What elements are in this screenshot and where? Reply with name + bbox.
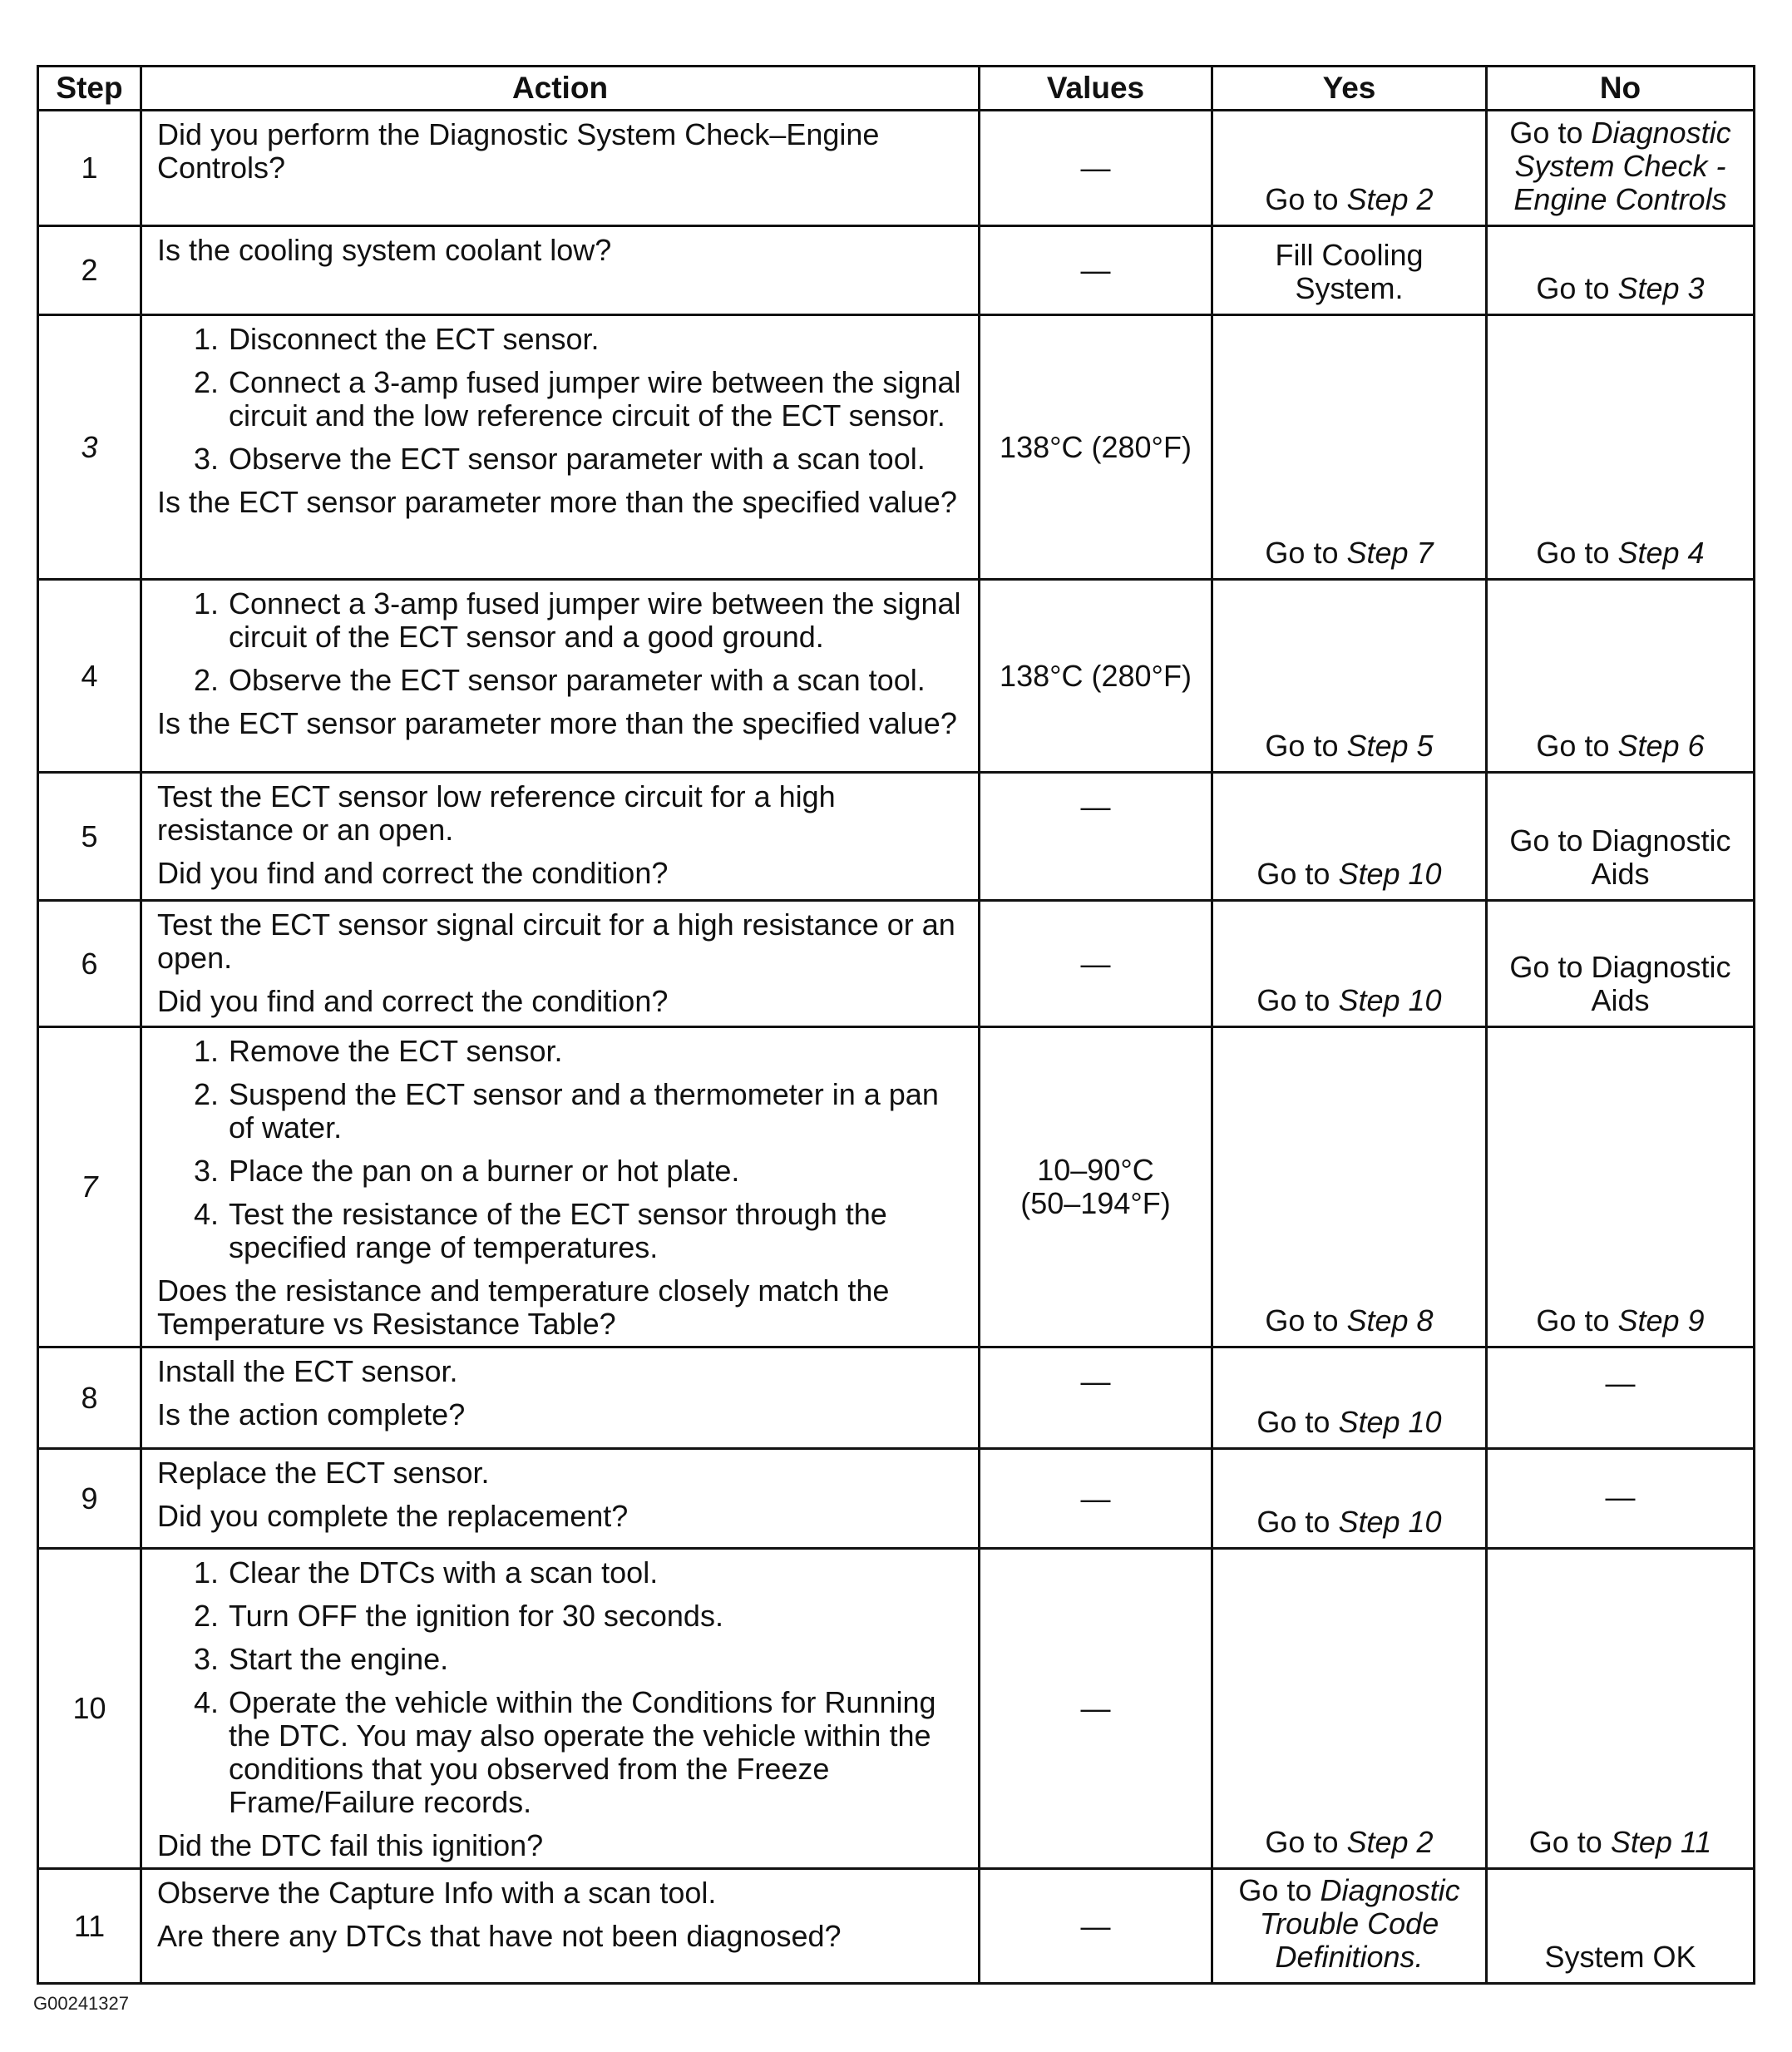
action-cell bbox=[141, 111, 980, 226]
table-row bbox=[38, 226, 1755, 315]
no-prefix: Go to Diagnostic Aids bbox=[1509, 950, 1731, 1017]
action-cell bbox=[141, 580, 980, 773]
diagnostic-table-container bbox=[37, 65, 1753, 1985]
no-prefix: System OK bbox=[1544, 1940, 1696, 1974]
yes-step-link: Step 5 bbox=[1346, 729, 1434, 763]
no-step-link: Diagnostic System Check - Engine Controls bbox=[1513, 116, 1731, 216]
yes-prefix: Fill Cooling System. bbox=[1275, 238, 1424, 305]
yes-step-link: Step 10 bbox=[1338, 857, 1442, 891]
value-cell: — bbox=[980, 226, 1212, 315]
header-yes: Yes bbox=[1212, 67, 1487, 111]
list-item: 3. Start the engine. bbox=[227, 1643, 963, 1676]
value-cell: 138°C (280°F) bbox=[980, 315, 1212, 580]
action-text: Replace the ECT sensor. bbox=[157, 1456, 490, 1490]
no-prefix: Go to bbox=[1536, 271, 1618, 305]
yes-cell bbox=[1212, 111, 1487, 226]
table-row bbox=[38, 1347, 1755, 1449]
no-prefix: Go to bbox=[1536, 729, 1618, 763]
table-row bbox=[38, 1027, 1755, 1347]
step-number: 9 bbox=[38, 1449, 141, 1549]
value-cell: — bbox=[980, 111, 1212, 226]
step-number: 6 bbox=[38, 901, 141, 1027]
no-cell bbox=[1487, 1027, 1755, 1347]
value-cell: 10–90°C (50–194°F) bbox=[980, 1027, 1212, 1347]
list-item: 2. Observe the ECT sensor parameter with a scan tool. bbox=[227, 664, 963, 697]
no-cell bbox=[1487, 1549, 1755, 1869]
no-step-link: Step 3 bbox=[1617, 271, 1705, 305]
yes-prefix: Go to bbox=[1256, 1405, 1339, 1439]
step-number: 11 bbox=[38, 1869, 141, 1984]
no-step-link: Step 11 bbox=[1610, 1825, 1712, 1859]
action-question: Are there any DTCs that have not been diagnosed? bbox=[157, 1919, 842, 1953]
action-question: Did you complete the replacement? bbox=[157, 1499, 629, 1533]
yes-cell bbox=[1212, 1027, 1487, 1347]
diagnostic-table bbox=[37, 65, 1755, 1985]
action-text: Is the cooling system coolant low? bbox=[157, 233, 612, 267]
table-row bbox=[38, 773, 1755, 901]
no-prefix: Go to bbox=[1536, 536, 1618, 570]
yes-step-link: Step 10 bbox=[1338, 1505, 1442, 1539]
procedure-list bbox=[157, 323, 963, 476]
yes-cell bbox=[1212, 1549, 1487, 1869]
action-question: Did you find and correct the condition? bbox=[157, 856, 669, 890]
action-text: Did you perform the Diagnostic System Check–Engine Controls? bbox=[157, 117, 880, 185]
header-values: Values bbox=[980, 67, 1212, 111]
yes-cell bbox=[1212, 1869, 1487, 1984]
yes-cell bbox=[1212, 1347, 1487, 1449]
no-cell bbox=[1487, 773, 1755, 901]
yes-prefix: Go to bbox=[1256, 1505, 1339, 1539]
yes-prefix: Go to bbox=[1238, 1872, 1321, 1907]
no-cell bbox=[1487, 226, 1755, 315]
list-item: 1. Connect a 3-amp fused jumper wire between the signal circuit of the ECT sensor and a good ground. bbox=[227, 587, 963, 654]
header-step: Step bbox=[38, 67, 141, 111]
header-action: Action bbox=[141, 67, 980, 111]
action-cell bbox=[141, 315, 980, 580]
yes-prefix: Go to bbox=[1256, 857, 1339, 891]
list-item: 3. Place the pan on a burner or hot plate. bbox=[227, 1155, 963, 1188]
action-text: Test the ECT sensor low reference circuit for a high resistance or an open. bbox=[157, 779, 836, 847]
action-question: Is the ECT sensor parameter more than the specified value? bbox=[157, 485, 957, 519]
action-cell bbox=[141, 901, 980, 1027]
yes-cell bbox=[1212, 1449, 1487, 1549]
action-cell bbox=[141, 1347, 980, 1449]
no-prefix: — bbox=[1605, 1479, 1636, 1514]
action-question: Did the DTC fail this ignition? bbox=[157, 1828, 544, 1862]
yes-prefix: Go to bbox=[1265, 1825, 1347, 1859]
no-prefix: Go to Diagnostic Aids bbox=[1509, 823, 1731, 891]
step-number: 8 bbox=[38, 1347, 141, 1449]
table-row bbox=[38, 315, 1755, 580]
no-step-link: Step 4 bbox=[1617, 536, 1705, 570]
list-item: 4. Operate the vehicle within the Conditions for Running the DTC. You may also operate the vehicle within the conditions that you observed from the Freeze Frame/Failure records. bbox=[227, 1686, 963, 1819]
action-question: Does the resistance and temperature closely match the Temperature vs Resistance Table? bbox=[157, 1273, 890, 1341]
no-cell bbox=[1487, 315, 1755, 580]
no-cell bbox=[1487, 1449, 1755, 1549]
yes-step-link: Diagnostic Trouble Code Definitions. bbox=[1259, 1872, 1460, 1974]
list-item: 1. Disconnect the ECT sensor. bbox=[227, 323, 963, 356]
yes-prefix: Go to bbox=[1265, 536, 1347, 570]
action-cell bbox=[141, 773, 980, 901]
step-number: 7 bbox=[38, 1027, 141, 1347]
value-cell: — bbox=[980, 1869, 1212, 1984]
no-prefix: Go to bbox=[1528, 1825, 1611, 1859]
no-cell bbox=[1487, 1869, 1755, 1984]
yes-step-link: Step 10 bbox=[1338, 1405, 1442, 1439]
no-prefix: Go to bbox=[1536, 1303, 1618, 1338]
step-number: 1 bbox=[38, 111, 141, 226]
yes-prefix: Go to bbox=[1256, 983, 1339, 1017]
no-cell bbox=[1487, 580, 1755, 773]
yes-step-link: Step 8 bbox=[1346, 1303, 1434, 1338]
value-cell: — bbox=[980, 1549, 1212, 1869]
step-number: 2 bbox=[38, 226, 141, 315]
list-item: 2. Turn OFF the ignition for 30 seconds. bbox=[227, 1600, 963, 1633]
value-cell: — bbox=[980, 901, 1212, 1027]
action-question: Is the ECT sensor parameter more than the specified value? bbox=[157, 706, 957, 740]
action-cell bbox=[141, 226, 980, 315]
procedure-list bbox=[157, 587, 963, 697]
yes-cell bbox=[1212, 901, 1487, 1027]
header-no: No bbox=[1487, 67, 1755, 111]
list-item: 1. Clear the DTCs with a scan tool. bbox=[227, 1556, 963, 1590]
yes-step-link: Step 7 bbox=[1346, 536, 1434, 570]
table-row bbox=[38, 1549, 1755, 1869]
step-number: 5 bbox=[38, 773, 141, 901]
yes-step-link: Step 2 bbox=[1346, 1825, 1434, 1859]
yes-cell bbox=[1212, 315, 1487, 580]
action-cell bbox=[141, 1027, 980, 1347]
step-number: 10 bbox=[38, 1549, 141, 1869]
yes-cell bbox=[1212, 773, 1487, 901]
action-text: Observe the Capture Info with a scan tool. bbox=[157, 1876, 717, 1910]
no-cell bbox=[1487, 1347, 1755, 1449]
yes-prefix: Go to bbox=[1265, 729, 1347, 763]
yes-prefix: Go to bbox=[1265, 182, 1347, 216]
no-step-link: Step 6 bbox=[1617, 729, 1705, 763]
action-cell bbox=[141, 1449, 980, 1549]
list-item: 3. Observe the ECT sensor parameter with a scan tool. bbox=[227, 443, 963, 476]
table-row bbox=[38, 1449, 1755, 1549]
table-row bbox=[38, 580, 1755, 773]
step-number: 4 bbox=[38, 580, 141, 773]
step-number: 3 bbox=[38, 315, 141, 580]
yes-prefix: Go to bbox=[1265, 1303, 1347, 1338]
action-question: Did you find and correct the condition? bbox=[157, 984, 669, 1018]
no-cell bbox=[1487, 111, 1755, 226]
value-cell: 138°C (280°F) bbox=[980, 580, 1212, 773]
action-question: Is the action complete? bbox=[157, 1397, 466, 1431]
yes-step-link: Step 10 bbox=[1338, 983, 1442, 1017]
list-item: 2. Suspend the ECT sensor and a thermometer in a pan of water. bbox=[227, 1078, 963, 1145]
value-cell: — bbox=[980, 1347, 1212, 1449]
table-row bbox=[38, 1869, 1755, 1984]
value-cell: — bbox=[980, 773, 1212, 901]
list-item: 1. Remove the ECT sensor. bbox=[227, 1035, 963, 1068]
header-row bbox=[38, 67, 1755, 111]
action-cell bbox=[141, 1549, 980, 1869]
list-item: 2. Connect a 3-amp fused jumper wire between the signal circuit and the low reference circuit of the ECT sensor. bbox=[227, 366, 963, 433]
no-prefix: — bbox=[1605, 1366, 1636, 1400]
figure-code: G00241327 bbox=[33, 1993, 129, 2014]
yes-cell bbox=[1212, 226, 1487, 315]
yes-cell bbox=[1212, 580, 1487, 773]
no-step-link: Step 9 bbox=[1617, 1303, 1705, 1338]
table-row bbox=[38, 111, 1755, 226]
procedure-list bbox=[157, 1556, 963, 1819]
list-item: 4. Test the resistance of the ECT sensor through the specified range of temperatures. bbox=[227, 1198, 963, 1264]
yes-step-link: Step 2 bbox=[1346, 182, 1434, 216]
action-cell bbox=[141, 1869, 980, 1984]
table-row bbox=[38, 901, 1755, 1027]
value-cell: — bbox=[980, 1449, 1212, 1549]
no-prefix: Go to bbox=[1509, 116, 1592, 150]
action-text: Test the ECT sensor signal circuit for a high resistance or an open. bbox=[157, 907, 955, 975]
action-text: Install the ECT sensor. bbox=[157, 1354, 458, 1388]
procedure-list bbox=[157, 1035, 963, 1264]
no-cell bbox=[1487, 901, 1755, 1027]
